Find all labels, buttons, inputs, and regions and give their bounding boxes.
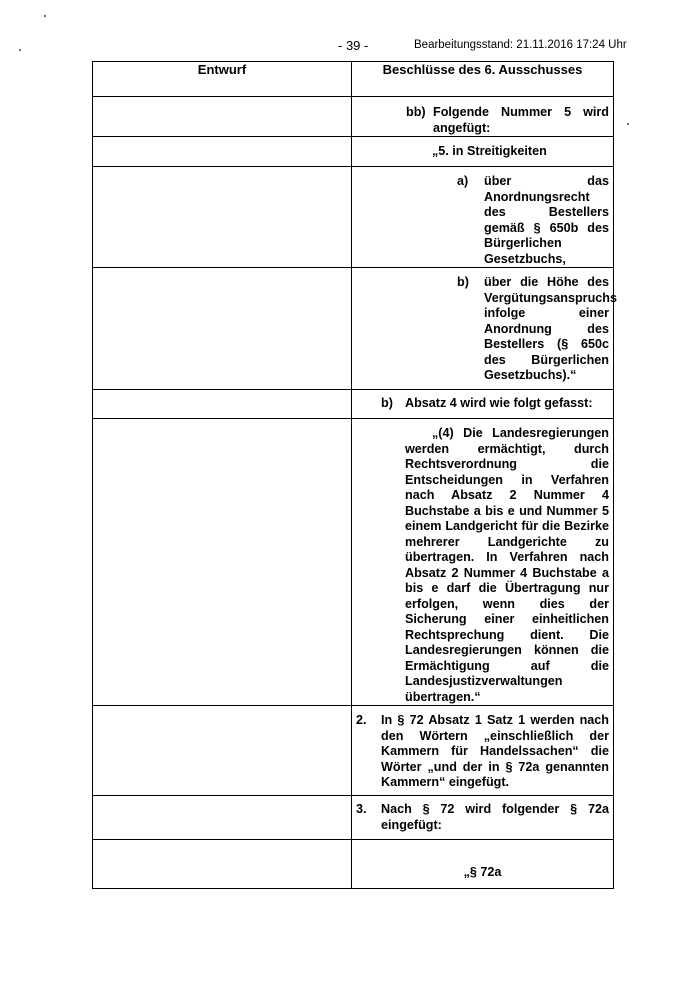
resolution-cell [352, 840, 614, 889]
resolution-cell [352, 390, 614, 419]
resolution-cell [352, 419, 614, 706]
paragraph-text: „(4) Die Landesregierungen werden ermächtigt, durch Rechtsverordnung die Entscheidungen in Verfahren nach Absatz 2 Nummer 4 Buchstabe a bis e und Nummer 5 einem Landgericht für die Bezirke mehrerer Landgerichte zu übertragen. In Verfahren nach Absatz 2 Nummer 4 Buchstabe a bis e darf die Übertragung nur erfolgen, wenn dies der Sicherung einer einheitlichen Rechtsprechung dient. Die Landesregierungen können die Ermächtigung auf die Landesjustizverwaltungen übertragen.“ [405, 426, 609, 704]
item-label: b) [381, 396, 393, 410]
list-item-2 [356, 713, 609, 791]
page-number: - 39 - [338, 38, 369, 53]
item-label: bb) [406, 105, 426, 119]
column-header-beschluesse: Beschlüsse des 6. Ausschusses [352, 62, 614, 97]
item-label: 2. [356, 713, 367, 727]
table-row [93, 390, 614, 419]
scan-speck [627, 123, 629, 125]
revision-status: Bearbeitungsstand: 21.11.2016 17:24 Uhr [414, 39, 627, 51]
resolution-cell [352, 706, 614, 796]
draft-cell [93, 268, 352, 390]
item-text: Nach § 72 wird folgender § 72a eingefügt: [381, 802, 609, 832]
table-row [93, 268, 614, 390]
draft-cell [93, 796, 352, 840]
table-header-row [93, 62, 614, 97]
list-item-a [457, 174, 609, 267]
synopsis-table [92, 61, 617, 889]
item-label: 3. [356, 802, 367, 816]
draft-cell [93, 419, 352, 706]
table-row [93, 796, 614, 840]
draft-cell [93, 706, 352, 796]
list-item-bb [406, 105, 609, 136]
section-heading: „§ 72a [463, 865, 502, 879]
draft-cell [93, 167, 352, 268]
table-row [93, 706, 614, 796]
draft-cell [93, 390, 352, 419]
draft-cell [93, 137, 352, 167]
table-row [93, 97, 614, 137]
item-text: Folgende Nummer 5 wird angefügt: [433, 105, 609, 135]
item-label: a) [457, 174, 469, 188]
draft-cell [93, 840, 352, 889]
table-row [93, 137, 614, 167]
item-text: „5. in Streitigkeiten [432, 144, 547, 158]
list-item-b [457, 275, 617, 384]
item-text: Absatz 4 wird wie folgt gefasst: [405, 396, 593, 410]
table-row [93, 419, 614, 706]
resolution-cell [352, 137, 614, 167]
resolution-cell [352, 97, 614, 137]
scan-speck [44, 15, 46, 17]
table-row [93, 840, 614, 889]
item-label: b) [457, 275, 469, 289]
list-item-3 [356, 802, 609, 833]
resolution-cell [352, 167, 614, 268]
item-text: In § 72 Absatz 1 Satz 1 werden nach den Wörtern „einschließlich der Kammern für Handelssachen“ die Wörter „und der in § 72a genannten Kammern“ eingefügt. [381, 713, 609, 789]
page-header [0, 38, 700, 58]
table-row [93, 167, 614, 268]
resolution-cell [352, 796, 614, 840]
item-text: über das Anordnungsrecht des Bestellers gemäß § 650b des Bürgerlichen Gesetzbuchs, [484, 174, 609, 266]
list-item-b-absatz [381, 396, 609, 412]
item-text: über die Höhe des Vergütungsanspruchs infolge einer Anordnung des Bestellers (§ 650c des Bürgerlichen Gesetzbuchs).“ [484, 275, 617, 382]
resolution-cell [352, 268, 617, 390]
draft-cell [93, 97, 352, 137]
column-header-entwurf: Entwurf [93, 62, 352, 97]
